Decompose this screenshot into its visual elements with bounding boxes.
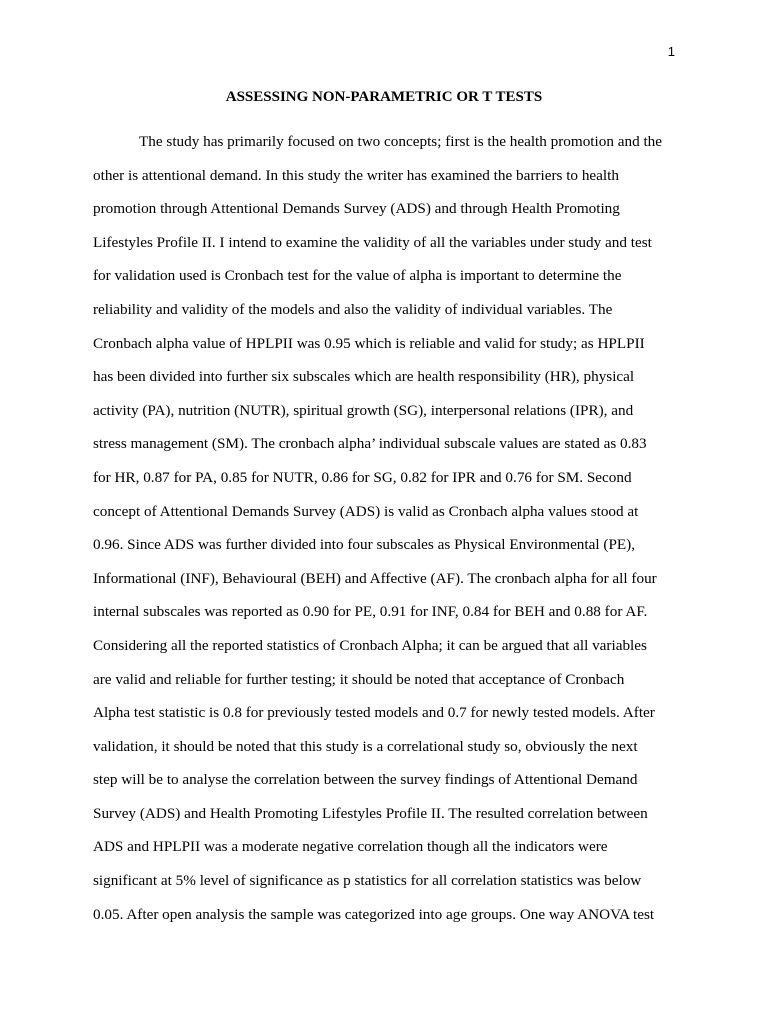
text-line: Alpha test statistic is 0.8 for previously tested models and 0.7 for newly tested models. After	[93, 704, 655, 722]
text-line: are valid and reliable for further testing; it should be noted that acceptance of Cronbach	[93, 670, 625, 688]
text-line: Lifestyles Profile II. I intend to examine the validity of all the variables under study and test	[93, 233, 652, 251]
text-line: significant at 5% level of significance as p statistics for all correlation statistics was below	[93, 872, 642, 890]
text-line: 0.05. After open analysis the sample was categorized into age groups. One way ANOVA test	[93, 905, 655, 923]
text-line: 0.96. Since ADS was further divided into four subscales as Physical Environmental (PE),	[93, 536, 636, 554]
text-line: step will be to analyse the correlation between the survey findings of Attentional Demand	[93, 771, 638, 789]
text-line: The study has primarily focused on two concepts; first is the health promotion and the	[139, 133, 663, 150]
body-paragraph	[93, 131, 683, 937]
text-line: concept of Attentional Demands Survey (ADS) is valid as Cronbach alpha values stood at	[93, 502, 639, 520]
text-line: activity (PA), nutrition (NUTR), spiritual growth (SG), interpersonal relations (IPR), and	[93, 401, 634, 419]
text-line: reliability and validity of the models and also the validity of individual variables. The	[93, 300, 613, 318]
text-line: for HR, 0.87 for PA, 0.85 for NUTR, 0.86 for SG, 0.82 for IPR and 0.76 for SM. Second	[93, 468, 632, 486]
text-line: promotion through Attentional Demands Survey (ADS) and through Health Promoting	[93, 200, 620, 218]
text-line: Considering all the reported statistics of Cronbach Alpha; it can be argued that all variables	[93, 636, 647, 654]
text-line: Cronbach alpha value of HPLPII was 0.95 which is reliable and valid for study; as HPLPII	[93, 334, 645, 352]
text-line: Survey (ADS) and Health Promoting Lifestyles Profile II. The resulted correlation between	[93, 804, 648, 822]
text-line: Informational (INF), Behavioural (BEH) and Affective (AF). The cronbach alpha for all four	[93, 569, 657, 587]
page-number: 1	[667, 44, 675, 59]
text-line: stress management (SM). The cronbach alpha’ individual subscale values are stated as 0.83	[93, 435, 647, 453]
text-line: for validation used is Cronbach test for the value of alpha is important to determine the	[93, 267, 622, 285]
text-line: other is attentional demand. In this study the writer has examined the barriers to health	[93, 166, 619, 184]
text-line: ADS and HPLPII was a moderate negative correlation though all the indicators were	[93, 838, 608, 856]
document-title: ASSESSING NON-PARAMETRIC OR T TESTS	[225, 89, 543, 105]
text-line: validation, it should be noted that this study is a correlational study so, obviously the next	[93, 737, 638, 755]
text-line: has been divided into further six subscales which are health responsibility (HR), physical	[93, 368, 635, 386]
text-line: internal subscales was reported as 0.90 for PE, 0.91 for INF, 0.84 for BEH and 0.88 for AF.	[93, 603, 648, 621]
